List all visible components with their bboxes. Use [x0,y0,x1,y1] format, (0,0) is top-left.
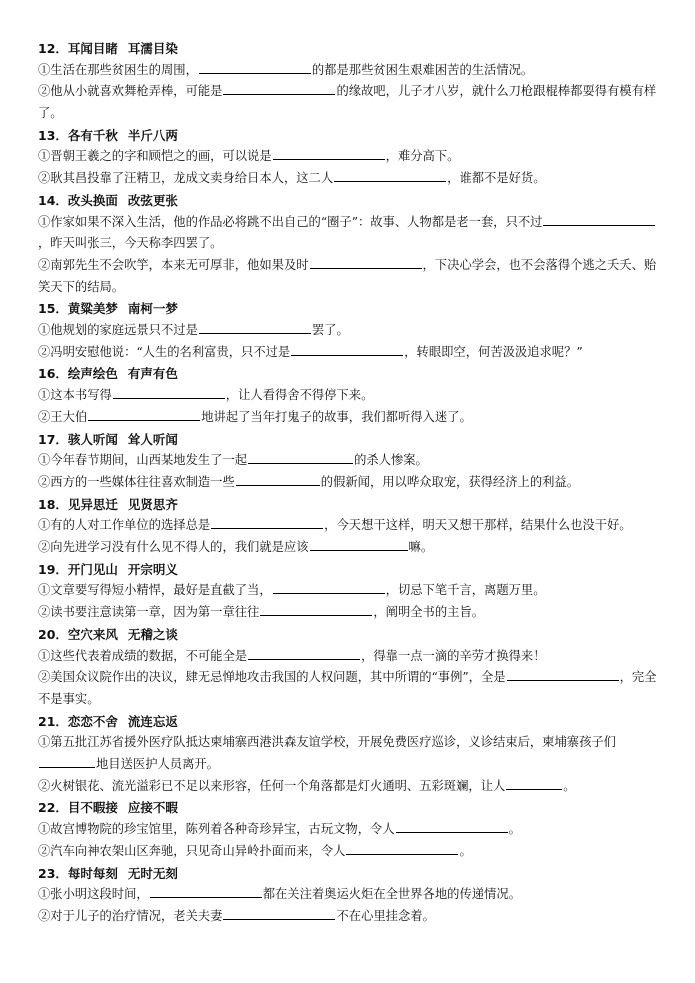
answer-blank[interactable] [211,515,323,529]
question-number: 18． [38,496,68,512]
sentence-text-after: ，下决心学会，也不会落得个逃之夭夭、贻笑天下的结局。 [38,257,657,294]
exercise-section [38,429,664,494]
question-number: 17． [38,431,68,447]
sentence-text-before: ②他从小就喜欢舞枪弄棒，可能是 [38,84,223,99]
answer-blank[interactable] [150,884,262,898]
idiom-one: 绘声绘色 [67,366,118,382]
sentence-text-after: 。 [563,778,576,793]
idiom-one: 目不暇接 [67,800,118,816]
question-number: 16． [38,366,68,382]
fill-in-sentence [38,537,664,559]
exercise-section [38,38,664,125]
sentence-text-after: 不在心里挂念着。 [336,908,435,923]
sentence-text-before: ①有的人对工作单位的选择总是 [38,518,211,533]
sentence-text-after: ，谁都不是好货。 [447,171,546,186]
answer-blank[interactable] [260,602,372,616]
exercise-section [38,863,664,928]
answer-blank[interactable] [273,580,385,594]
question-number: 20． [38,626,68,642]
sentence-text-after: ，昨天叫张三，今天称李四罢了。 [38,236,223,251]
sentence-text-after: ，完全不是事实。 [38,670,657,706]
fill-in-sentence [38,906,664,928]
idiom-two: 见贤思齐 [127,496,178,512]
idiom-one: 骇人听闻 [67,431,118,447]
exercise-document [38,38,664,928]
fill-in-sentence [38,320,664,342]
idiom-two: 耳濡目染 [127,41,178,56]
sentence-text-before: ②汽车向神农架山区奔驰，只见奇山异岭扑面而来，令人 [38,843,346,858]
sentence-text-before: ①张小明这段时间， [38,887,149,902]
sentence-text-after: 都在关注着奥运火炬在全世界各地的传递情况。 [262,887,521,902]
sentence-text-before: ①第五批江苏省援外医疗队抵达柬埔寨西港洪森友谊学校，开展免费医疗巡诊，义诊结束后，柬埔寨孩子们 [38,735,616,750]
fill-in-sentence [38,342,664,364]
sentence-text-after: 地讲起了当年打鬼子的故事，我们都听得入迷了。 [201,409,472,424]
answer-blank[interactable] [223,906,335,920]
answer-blank[interactable] [199,60,311,74]
section-heading [38,429,664,451]
sentence-text-before: ②向先进学习没有什么见不得人的，我们就是应该 [38,540,309,555]
question-number: 12． [38,41,68,56]
answer-blank[interactable] [506,776,562,790]
idiom-two: 南柯一梦 [127,301,178,317]
exercise-section [38,559,664,624]
answer-blank[interactable] [88,407,200,421]
fill-in-sentence [38,819,664,841]
sentence-text-after: 的缘故吧，儿子才八岁，就什么刀枪跟棍棒都耍得有模有样了。 [38,84,657,121]
answer-blank[interactable] [346,841,458,855]
answer-blank[interactable] [113,385,225,399]
section-heading [38,38,664,60]
fill-in-sentence [38,646,664,668]
sentence-text-before: ①他规划的家庭远景只不过是 [38,323,198,338]
fill-in-sentence [38,146,664,168]
sentence-text-before: ②美国众议院作出的决议，肆无忌惮地攻击我国的人权问题，其中所谓的“事例”，全是 [38,670,506,685]
fill-in-sentence [38,732,664,775]
answer-blank[interactable] [291,342,403,356]
sentence-text-before: ①这些代表着成绩的数据，不可能全是 [38,648,248,663]
idiom-two: 有声有色 [127,366,178,382]
answer-blank[interactable] [310,255,422,269]
idiom-one: 改头换面 [67,192,118,208]
fill-in-sentence [38,81,664,124]
sentence-text-after: 。 [508,822,521,837]
sentence-text-before: ①这本书写得 [38,388,112,403]
sentence-text-after: ，得靠一点一滴的辛劳才换得来！ [361,648,546,663]
idiom-two: 开宗明义 [127,561,178,577]
sentence-text-after: ，切忌下笔千言，离题万里。 [385,583,546,598]
sentence-text-before: ①故宫博物院的珍宝馆里，陈列着各种奇珍异宝，古玩文物，令人 [38,822,395,837]
sentence-text-after: 的都是那些贫困生艰难困苦的生活情况。 [311,62,534,77]
answer-blank[interactable] [236,472,320,486]
exercise-section [38,494,664,559]
sentence-text-before: ②对于儿子的治疗情况，老关夫妻 [38,908,223,923]
sentence-text-after: 嘛。 [408,540,434,555]
sentence-text-after: ，阐明全书的主旨。 [373,605,485,620]
section-heading [38,190,664,212]
sentence-text-after: ，让人看得舍不得停下来。 [225,388,374,403]
sentence-text-after: 地目送医护人员离开。 [96,757,219,772]
section-heading [38,494,664,516]
idiom-two: 无时无刻 [127,865,178,881]
question-number: 19． [38,561,68,577]
answer-blank[interactable] [199,320,311,334]
fill-in-sentence [38,776,664,798]
idiom-one: 恋恋不舍 [67,713,118,729]
sentence-text-after: ，转眼即空，何苦汲汲追求呢？” [404,344,583,359]
sentence-text-before: ①晋朝王羲之的字和顾恺之的画，可以说是 [38,149,272,164]
sentence-text-before: ①文章要写得短小精悍，最好是直截了当， [38,583,272,598]
sentence-text-before: ②王大伯 [38,409,88,424]
idiom-two: 改弦更张 [127,192,178,208]
answer-blank[interactable] [273,146,385,160]
exercise-section [38,363,664,428]
answer-blank[interactable] [223,81,335,95]
answer-blank[interactable] [248,450,353,464]
exercise-section [38,624,664,711]
question-number: 15． [38,301,68,317]
section-heading [38,559,664,581]
question-number: 23． [38,865,68,881]
section-heading [38,711,664,733]
fill-in-sentence [38,407,664,429]
fill-in-sentence [38,841,664,863]
idiom-one: 空穴来风 [67,626,118,642]
section-heading [38,363,664,385]
sentence-text-before: ①作家如果不深入生活，他的作品必将跳不出自己的“圈子”：故事、人物都是老一套，只不过 [38,214,543,229]
sentence-text-before: ②火树银花、流光溢彩已不足以来形容，任何一个角落都是灯火通明、五彩斑斓，让人 [38,778,506,793]
section-heading [38,125,664,147]
fill-in-sentence [38,385,664,407]
section-heading [38,797,664,819]
fill-in-sentence [38,884,664,906]
exercise-section [38,797,664,862]
idiom-one: 耳闻目睹 [67,41,118,56]
idiom-two: 应接不暇 [127,800,178,816]
section-heading [38,863,664,885]
sentence-text-before: ②读书要注意读第一章，因为第一章往往 [38,605,260,620]
answer-blank[interactable] [543,212,655,226]
idiom-one: 每时每刻 [67,865,118,881]
fill-in-sentence [38,580,664,602]
answer-blank[interactable] [39,754,95,768]
fill-in-sentence [38,168,664,190]
sentence-text-before: ①今年春节期间，山西某地发生了一起 [38,453,248,468]
idiom-two: 半斤八两 [127,127,178,143]
sentence-text-after: 罢了。 [311,323,349,338]
sentence-text-before: ②西方的一些媒体往往喜欢制造一些 [38,474,235,489]
answer-blank[interactable] [310,537,408,551]
section-heading [38,298,664,320]
fill-in-sentence [38,255,664,298]
sentence-text-after: 的杀人惨案。 [354,453,428,468]
exercise-section [38,190,664,299]
idiom-one: 黄粱美梦 [67,301,118,317]
exercise-section [38,711,664,798]
idiom-one: 各有千秋 [67,127,118,143]
sentence-text-before: ②冯明安慰他说：“人生的名利富贵，只不过是 [38,344,291,359]
question-number: 22． [38,800,68,816]
question-number: 21． [38,713,68,729]
idiom-one: 见异思迁 [67,496,118,512]
answer-blank[interactable] [334,168,446,182]
exercise-section [38,125,664,190]
fill-in-sentence [38,667,664,710]
sentence-text-after: 。 [459,843,472,858]
fill-in-sentence [38,450,664,472]
idiom-two: 无稽之谈 [127,626,178,642]
fill-in-sentence [38,515,664,537]
question-number: 14． [38,192,68,208]
answer-blank[interactable] [507,667,619,681]
fill-in-sentence [38,472,664,494]
sentence-text-before: ②南郭先生不会吹竽，本来无可厚非，他如果及时 [38,257,309,272]
fill-in-sentence [38,60,664,82]
sentence-text-after: ，今天想干这样，明天又想干那样，结果什么也没干好。 [324,518,632,533]
question-number: 13． [38,127,68,143]
sentence-text-before: ①生活在那些贫困生的周围， [38,62,198,77]
sentence-text-before: ②耿其昌投靠了汪精卫，龙成文卖身给日本人，这二人 [38,171,334,186]
idiom-two: 流连忘返 [127,713,178,729]
exercise-section [38,298,664,363]
answer-blank[interactable] [248,646,360,660]
answer-blank[interactable] [396,819,508,833]
sentence-text-after: 的假新闻，用以哗众取宠，获得经济上的利益。 [320,474,580,489]
idiom-two: 耸人听闻 [127,431,178,447]
fill-in-sentence [38,212,664,255]
fill-in-sentence [38,602,664,624]
section-heading [38,624,664,646]
idiom-one: 开门见山 [67,561,118,577]
sentence-text-after: ，难分高下。 [385,149,460,164]
